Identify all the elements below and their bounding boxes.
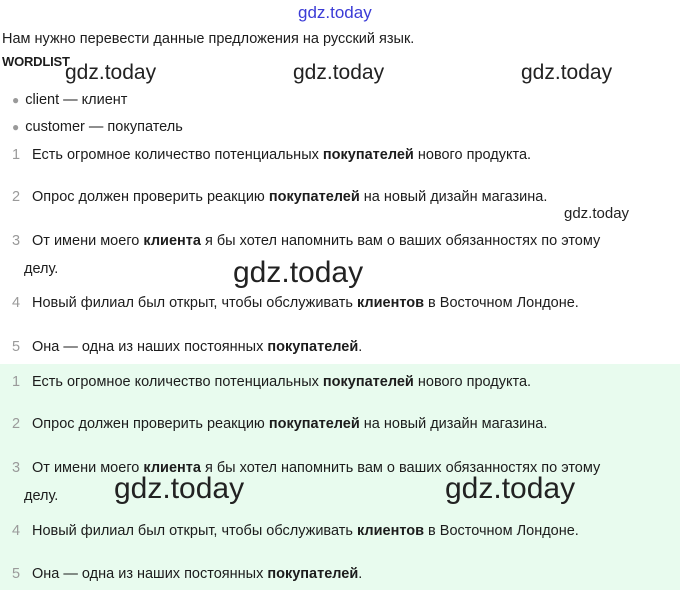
answer-text: Опрос должен проверить реакцию [32,416,269,432]
sentence-item [12,141,667,169]
sentence-item [12,183,667,211]
sentence-keyword: покупателей [267,339,359,355]
answer-text-end: я бы хотел напомнить вам о ваших обязанностях по этому [200,460,601,476]
sentence-number: 1 [12,147,21,163]
sentence-text-end: . [358,339,363,355]
sentence-item [12,227,667,283]
intro-text: Нам нужно перевести данные предложения на русский язык. [2,31,415,47]
watermark: gdz.today [521,61,613,84]
sentence-text: Она — одна из наших постоянных [32,339,268,355]
answer-text: От имени моего [32,460,144,476]
watermark: gdz.today [564,205,630,222]
wordlist-item [12,119,183,135]
wordlist-item-text: customer — покупатель [25,119,183,135]
wordlist-item [12,92,127,108]
sentence-text-end: в Восточном Лондоне. [424,295,579,311]
sentence-item [12,289,667,317]
answer-item [12,410,667,438]
watermark: gdz.today [233,256,364,289]
sentence-item [12,333,667,361]
sentence-number: 2 [12,189,21,205]
sentence-continuation: делу. [24,261,59,277]
sentence-number: 4 [12,295,21,311]
sentence-text: От имени моего [32,233,144,249]
answer-keyword: покупателей [267,566,359,582]
answer-text-end: на новый дизайн магазина. [359,416,548,432]
answer-text-end: нового продукта. [413,374,532,390]
wordlist-item-text: client — клиент [25,92,128,108]
sentence-number: 5 [12,339,21,355]
answer-number: 2 [12,416,21,432]
answer-text-end: в Восточном Лондоне. [424,523,579,539]
watermark: gdz.today [65,61,157,84]
sentence-text: Новый филиал был открыт, чтобы обслуживать [32,295,357,311]
answer-item [12,454,667,510]
bullet-icon: ● [12,93,20,107]
sentence-keyword: покупателей [322,147,414,163]
watermark: gdz.today [114,472,245,505]
answer-text: Она — одна из наших постоянных [32,566,268,582]
answer-number: 1 [12,374,21,390]
answer-item [12,368,667,396]
answer-keyword: покупателей [268,416,360,432]
sentence-keyword: покупателей [268,189,360,205]
header-watermark: gdz.today [298,3,372,22]
answer-keyword: клиента [143,460,201,476]
sentence-text-end: нового продукта. [413,147,532,163]
bullet-icon: ● [12,120,20,134]
sentence-keyword: клиентов [356,295,425,311]
sentence-text-end: на новый дизайн магазина. [359,189,548,205]
wordlist-title: WORDLIST [2,54,70,69]
sentence-text: Опрос должен проверить реакцию [32,189,269,205]
answer-number: 4 [12,523,21,539]
answer-text: Новый филиал был открыт, чтобы обслуживать [32,523,357,539]
sentence-keyword: клиента [143,233,201,249]
sentence-text: Есть огромное количество потенциальных [32,147,323,163]
sentence-text-end: я бы хотел напомнить вам о ваших обязанностях по этому [200,233,601,249]
answer-continuation: делу. [24,488,59,504]
sentence-number: 3 [12,233,21,249]
watermark: gdz.today [293,61,385,84]
answer-item [12,560,667,588]
answer-keyword: клиентов [356,523,425,539]
answer-number: 3 [12,460,21,476]
answer-number: 5 [12,566,21,582]
answer-item [12,517,667,545]
answer-keyword: покупателей [322,374,414,390]
watermark: gdz.today [445,472,576,505]
answer-text-end: . [358,566,363,582]
answer-text: Есть огромное количество потенциальных [32,374,323,390]
